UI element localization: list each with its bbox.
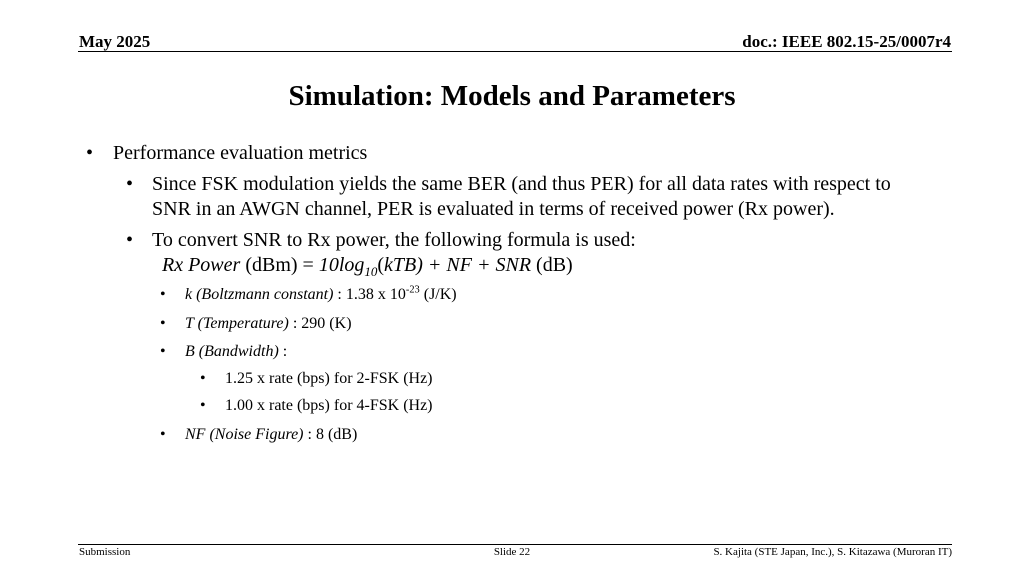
- formula-equals: =: [302, 254, 319, 276]
- bullet-marker: •: [160, 315, 166, 332]
- formula-ktb: kTB: [384, 254, 417, 276]
- formula-unit-dbm: (dBm): [240, 254, 303, 276]
- formula-unit-db: (dB): [531, 254, 573, 276]
- param-exponent: -23: [405, 284, 420, 296]
- footer-divider: [78, 544, 952, 545]
- formula-lhs: Rx Power: [162, 254, 241, 276]
- header-date: May 2025: [79, 32, 151, 51]
- bullet-marker: •: [200, 397, 206, 414]
- formula-log-base: 10: [364, 264, 378, 279]
- sub-bullet-convert: To convert SNR to Rx power, the following formula is used:: [152, 229, 636, 251]
- bullet-marker: •: [160, 426, 166, 443]
- param-unit: (J/K): [419, 286, 457, 303]
- slide-title: Simulation: Models and Parameters: [288, 80, 736, 112]
- rx-power-formula: [162, 254, 573, 277]
- sub-bullet-fsk-line1: Since FSK modulation yields the same BER (and thus PER) for all data rates with respect to: [152, 173, 891, 195]
- param-value: : 290 (K): [288, 315, 352, 332]
- sub-bullet-fsk-line2: SNR in an AWGN channel, PER is evaluated in terms of received power (Rx power).: [152, 198, 835, 220]
- param-boltzmann: [185, 286, 457, 304]
- param-name: k (Boltzmann constant): [185, 286, 334, 303]
- bullet-marker: •: [160, 343, 166, 360]
- param-name: B (Bandwidth): [185, 343, 279, 360]
- formula-rest: ) + NF + SNR: [416, 254, 532, 276]
- param-name: T (Temperature): [185, 315, 289, 332]
- param-bandwidth: [185, 343, 287, 361]
- bandwidth-4fsk: 1.00 x rate (bps) for 4-FSK (Hz): [225, 397, 433, 414]
- bullet-performance-metrics: Performance evaluation metrics: [113, 142, 368, 164]
- bandwidth-2fsk: 1.25 x rate (bps) for 2-FSK (Hz): [225, 370, 433, 387]
- bullet-marker: •: [126, 173, 134, 195]
- param-value: :: [278, 343, 288, 360]
- footer-submission: Submission: [79, 546, 131, 558]
- param-value: : 8 (dB): [303, 426, 358, 443]
- bullet-marker: •: [126, 229, 134, 251]
- footer-authors: S. Kajita (STE Japan, Inc.), S. Kitazawa (Muroran IT): [713, 546, 952, 558]
- bullet-marker: •: [200, 370, 206, 387]
- param-value: : 1.38 x 10: [333, 286, 406, 303]
- param-temperature: [185, 315, 352, 333]
- header-divider: [78, 51, 952, 52]
- formula-open-paren: (: [377, 254, 385, 276]
- param-noise-figure: [185, 426, 357, 444]
- bullet-marker: •: [160, 286, 166, 303]
- param-name: NF (Noise Figure): [185, 426, 304, 443]
- bullet-marker: •: [86, 142, 94, 164]
- footer-slide-number: Slide 22: [493, 546, 531, 558]
- formula-log: 10log: [318, 254, 365, 276]
- header-doc-id: doc.: IEEE 802.15-25/0007r4: [742, 32, 951, 51]
